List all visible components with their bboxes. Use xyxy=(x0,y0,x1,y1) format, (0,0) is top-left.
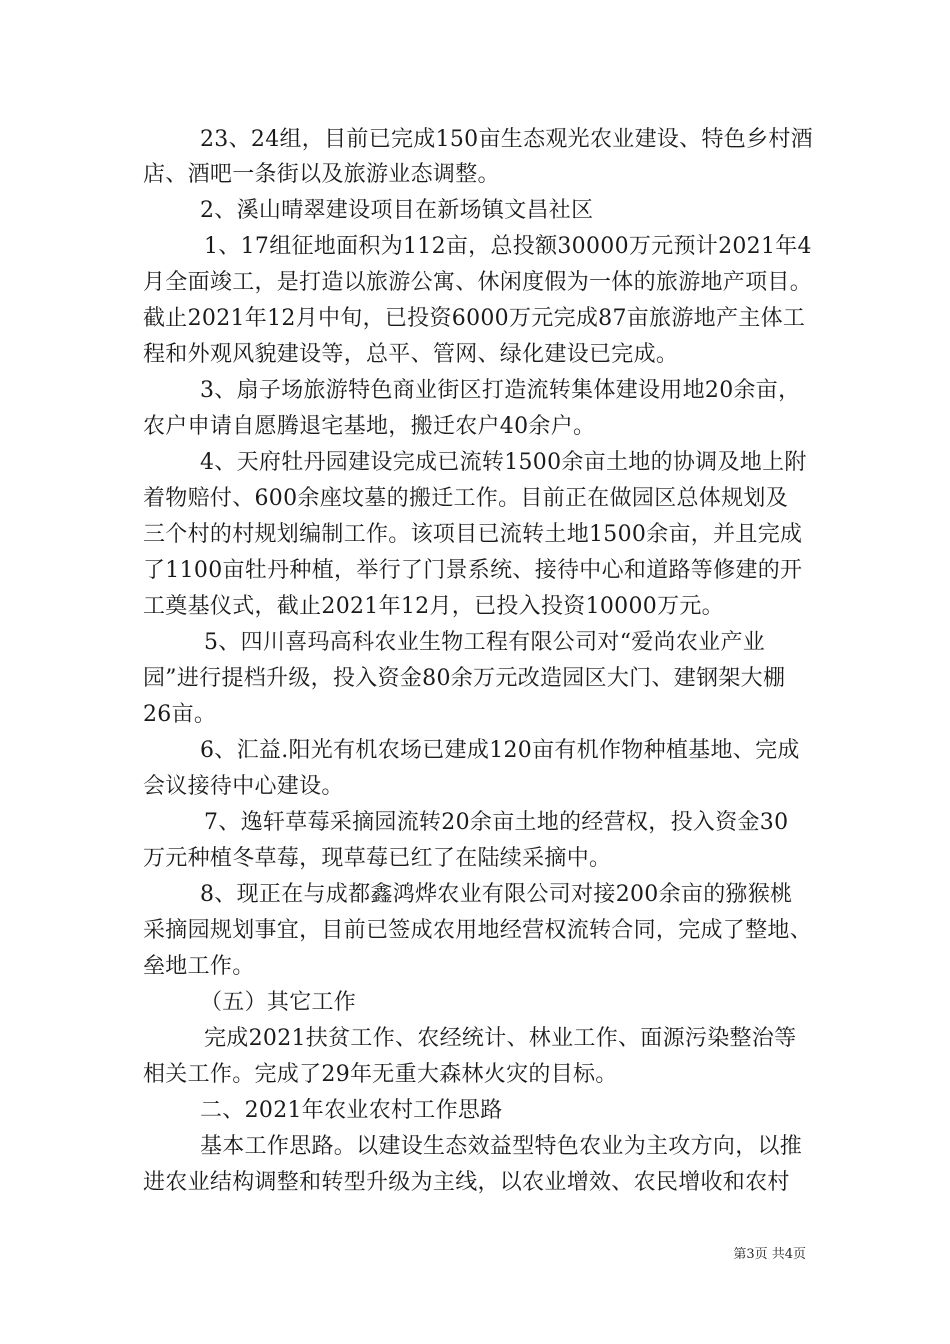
body-line: 三个村的村规划编制工作。该项目已流转土地1500余亩，并且完成 xyxy=(143,522,803,547)
body-line: 会议接待中心建设。 xyxy=(143,774,344,799)
body-line: 店、酒吧一条街以及旅游业态调整。 xyxy=(143,162,500,187)
body-line: 工奠基仪式，截止2021年12月，已投入投资10000万元。 xyxy=(143,594,724,619)
body-line: 3、扇子场旅游特色商业街区打造流转集体建设用地20余亩， xyxy=(200,378,801,403)
section-heading: 二、2021年农业农村工作思路 xyxy=(200,1098,503,1123)
body-line: 截止2021年12月中旬，已投资6000万元完成87亩旅游地产主体工 xyxy=(143,306,806,331)
body-line: 月全面竣工，是打造以旅游公寓、休闲度假为一体的旅游地产项目。 xyxy=(143,270,813,295)
body-line: 着物赔付、600余座坟墓的搬迁工作。目前正在做园区总体规划及 xyxy=(143,486,788,511)
body-line: 完成2021扶贫工作、农经统计、林业工作、面源污染整治等 xyxy=(204,1026,797,1051)
body-line: 7、逸轩草莓采摘园流转20余亩土地的经营权，投入资金30 xyxy=(204,810,789,835)
body-line: 相关工作。完成了29年无重大森林火灾的目标。 xyxy=(143,1062,618,1087)
body-line: 6、汇益.阳光有机农场已建成120亩有机作物种植基地、完成 xyxy=(200,738,800,763)
body-line: 2、溪山晴翠建设项目在新场镇文昌社区 xyxy=(200,198,594,223)
body-line: 垒地工作。 xyxy=(143,954,255,979)
body-line: 采摘园规划事宜，目前已签成农用地经营权流转合同，完成了整地、 xyxy=(143,918,813,943)
body-line: 进农业结构调整和转型升级为主线，以农业增效、农民增收和农村 xyxy=(143,1170,790,1195)
body-line: 23、24组，目前已完成150亩生态观光农业建设、特色乡村酒 xyxy=(200,127,813,152)
body-line: 8、现正在与成都鑫鸿烨农业有限公司对接200余亩的猕猴桃 xyxy=(200,882,793,907)
body-line: 1、17组征地面积为112亩，总投额30000万元预计2021年4 xyxy=(204,234,812,259)
body-line: 园”进行提档升级，投入资金80余万元改造园区大门、建钢架大棚 xyxy=(143,666,786,691)
body-line: 基本工作思路。以建设生态效益型特色农业为主攻方向，以推 xyxy=(200,1134,803,1159)
body-line: 4、天府牡丹园建设完成已流转1500余亩土地的协调及地上附 xyxy=(200,450,807,475)
section-heading: （五）其它工作 xyxy=(200,990,357,1015)
body-line: 程和外观风貌建设等，总平、管网、绿化建设已完成。 xyxy=(143,342,679,367)
body-line: 了1100亩牡丹种植，举行了门景系统、接待中心和道路等修建的开 xyxy=(143,558,803,583)
body-line: 万元种植冬草莓，现草莓已红了在陆续采摘中。 xyxy=(143,846,612,871)
page-number-footer: 第3页 共4页 xyxy=(733,1247,806,1262)
body-line: 5、四川喜玛高科农业生物工程有限公司对“爱尚农业产业 xyxy=(204,630,766,655)
body-line: 26亩。 xyxy=(143,702,217,727)
body-line: 农户申请自愿腾退宅基地，搬迁农户40余户。 xyxy=(143,414,596,439)
